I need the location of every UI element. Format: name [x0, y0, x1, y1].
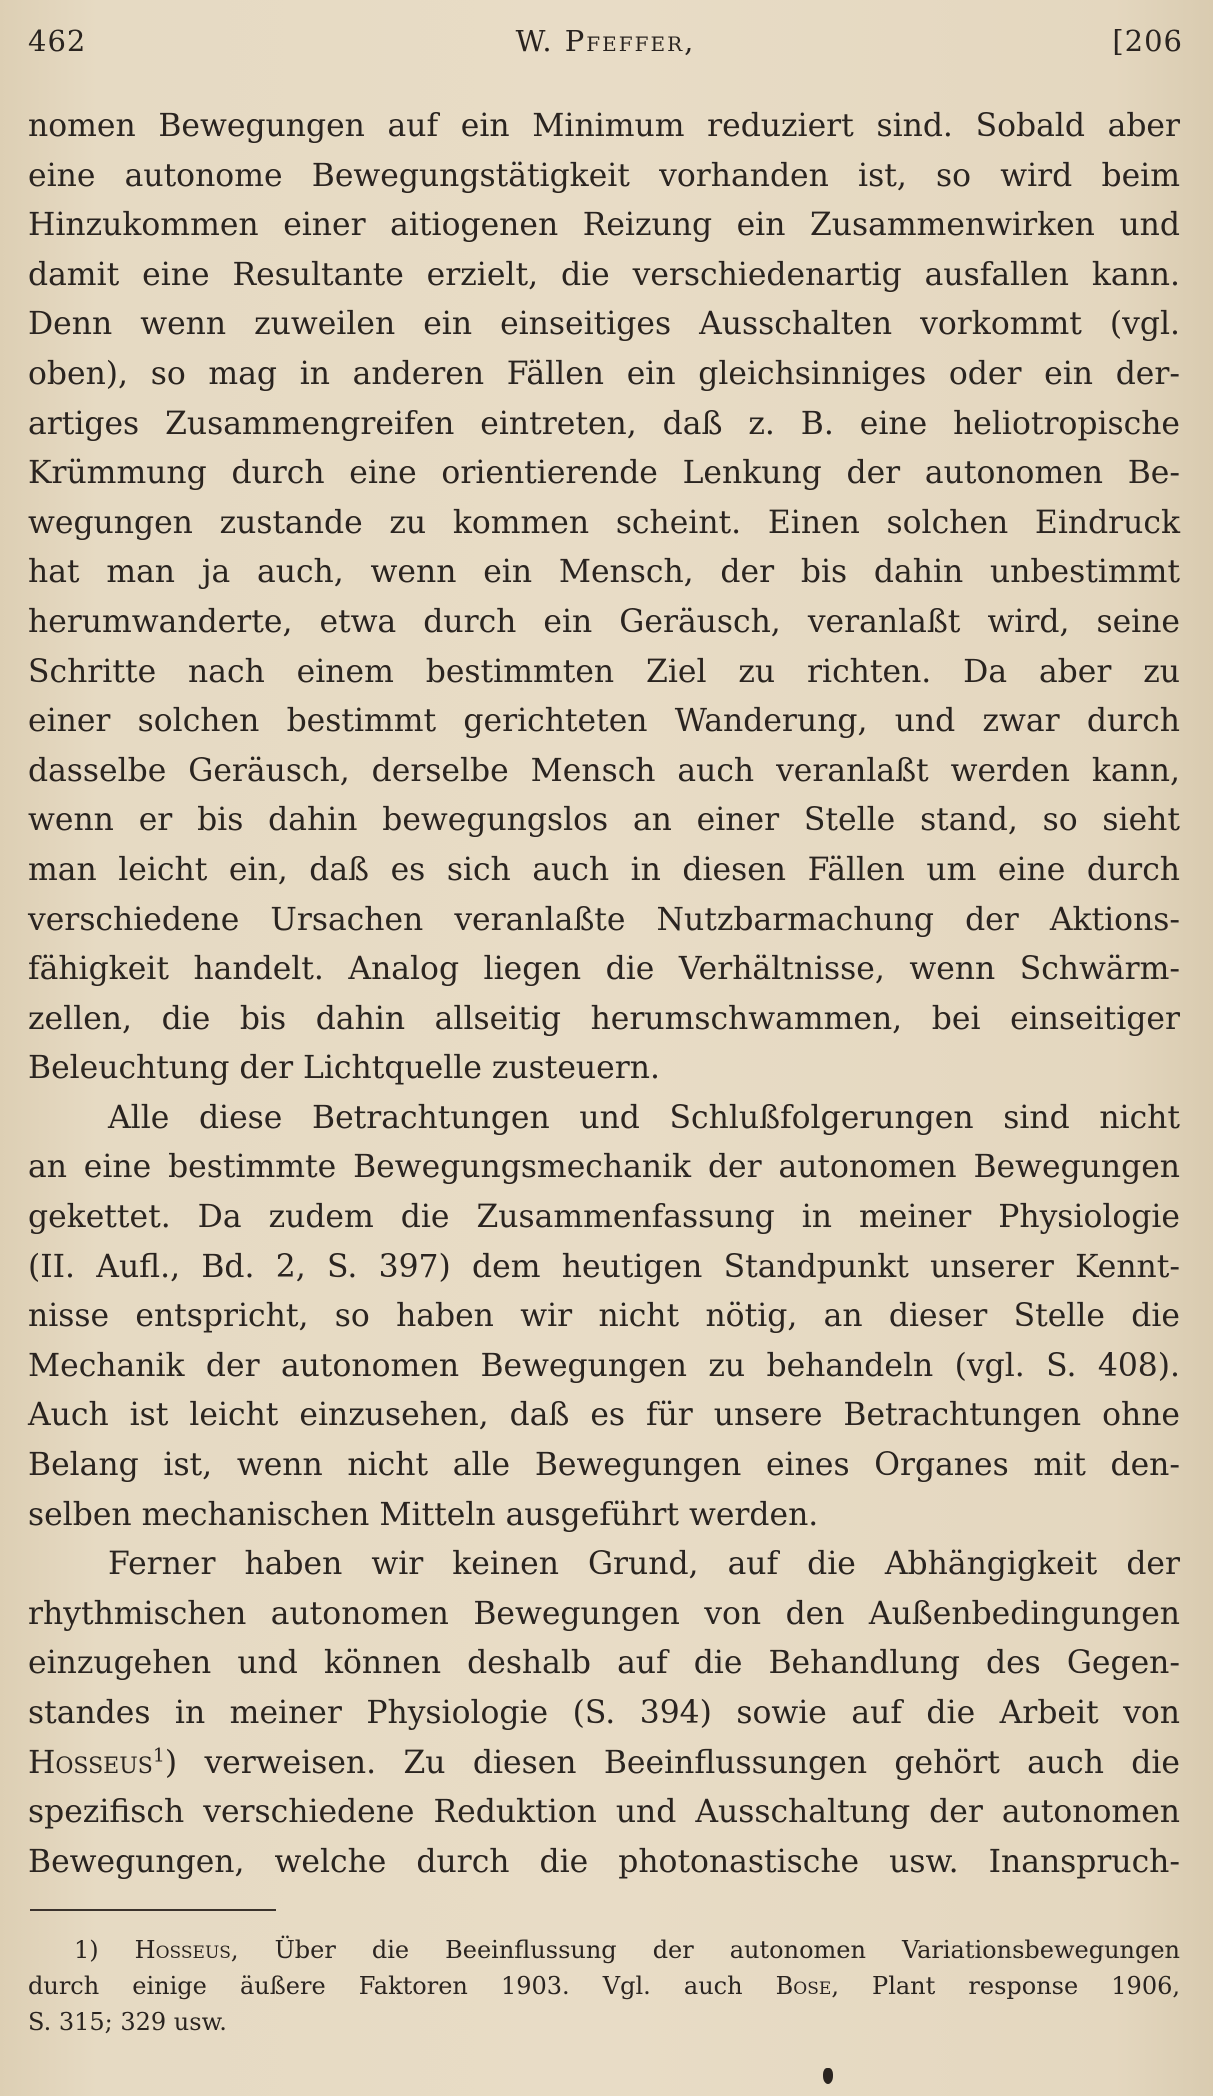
text-line: nomen Bewegungen auf ein Minimum reduziert sind. Sobald aber [28, 108, 1180, 144]
text-line: Hinzukommen einer aitiogenen Reizung ein Zusammenwirken und [28, 207, 1180, 244]
text-line: Alle diese Betrachtungen und Schlußfolgerungen sind nicht [108, 1099, 1180, 1136]
footnote [28, 1932, 1180, 2040]
page-header [28, 24, 1183, 64]
footnote-text: , Über die Beeinflussung der autonomen Variationsbewegungen [230, 1936, 1180, 1964]
footnote-text: durch einige äußere Faktoren 1903. Vgl. auch [28, 1972, 776, 2000]
ink-speck [823, 2068, 833, 2084]
text-line: spezifisch verschiedene Reduktion und Ausschaltung der autonomen [28, 1794, 1180, 1831]
text-line: (II. Aufl., Bd. 2, S. 397) dem heutigen Standpunkt unserer Kennt- [28, 1248, 1180, 1285]
text-line: man leicht ein, daß es sich auch in diesen Fällen um eine durch [28, 851, 1180, 888]
text-line: Denn wenn zuweilen ein einseitiges Ausschalten vorkommt (vgl. [28, 306, 1180, 343]
paragraph-2 [28, 1094, 1180, 1540]
author-name: Hosseus [28, 1744, 153, 1781]
paragraph-3 [28, 1540, 1180, 1887]
footnote-line [28, 1968, 1180, 2004]
text-line: Beleuchtung der Lichtquelle zusteuern. [28, 1050, 660, 1087]
text-line: verschiedene Ursachen veranlaßte Nutzbarmachung der Aktions- [28, 901, 1180, 938]
footnote-marker: 1) [74, 1936, 99, 1964]
text-line: gekettet. Da zudem die Zusammenfassung in meiner Physiologie [28, 1199, 1180, 1236]
footnote-ref[interactable]: 1 [152, 1745, 165, 1767]
text-line: Auch ist leicht einzusehen, daß es für unsere Betrachtungen ohne [28, 1397, 1180, 1434]
text-line: Ferner haben wir keinen Grund, auf die Abhängigkeit der [108, 1546, 1180, 1583]
text-line: einzugehen und können deshalb auf die Behandlung des Gegen- [28, 1645, 1180, 1682]
text-line: damit eine Resultante erzielt, die verschiedenartig ausfallen kann. [28, 256, 1180, 293]
text-line: zellen, die bis dahin allseitig herumschwammen, bei einseitiger [28, 1000, 1180, 1037]
text-line: Krümmung durch eine orientierende Lenkung der autonomen Be- [28, 455, 1180, 492]
text-run: ) verweisen. Zu diesen Beeinflussungen gehört auch die [164, 1744, 1180, 1781]
footnote-author: Bose [775, 1972, 832, 2000]
text-line: wenn er bis dahin bewegungslos an einer Stelle stand, so sieht [28, 802, 1180, 839]
text-line: nisse entspricht, so haben wir nicht nötig, an dieser Stelle die [28, 1298, 1180, 1335]
original-page-number: [206 [1112, 24, 1183, 58]
page-number: 462 [28, 24, 87, 58]
text-line: Bewegungen, welche durch die photonastische usw. Inanspruch- [28, 1843, 1180, 1880]
running-head: W. Pfeffer, [515, 24, 696, 58]
paragraph-1 [28, 102, 1180, 1094]
text-line: eine autonome Bewegungstätigkeit vorhanden ist, so wird beim [28, 157, 1180, 194]
text-line: wegungen zustande zu kommen scheint. Einen solchen Eindruck [28, 504, 1180, 541]
text-line: Belang ist, wenn nicht alle Bewegungen eines Organes mit den- [28, 1447, 1180, 1484]
text-line: Mechanik der autonomen Bewegungen zu behandeln (vgl. S. 408). [28, 1347, 1180, 1384]
footnote-line [28, 1932, 1180, 1968]
text-line: herumwanderte, etwa durch ein Geräusch, veranlaßt wird, seine [28, 603, 1180, 640]
text-line: selben mechanischen Mitteln ausgeführt werden. [28, 1496, 819, 1533]
footnote-author: Hosseus [134, 1936, 231, 1964]
text-line: Schritte nach einem bestimmten Ziel zu richten. Da aber zu [28, 653, 1180, 690]
footnote-text: , Plant response 1906, [831, 1972, 1180, 2000]
text-line: hat man ja auch, wenn ein Mensch, der bis dahin unbestimmt [28, 554, 1180, 591]
body-text [28, 102, 1180, 1887]
text-line-with-footnote-ref [28, 1739, 1180, 1789]
footnote-line: S. 315; 329 usw. [28, 2008, 227, 2036]
text-line: rhythmischen autonomen Bewegungen von den Außenbedingungen [28, 1595, 1180, 1632]
text-line: oben), so mag in anderen Fällen ein gleichsinniges oder ein der- [28, 355, 1180, 392]
text-line: standes in meiner Physiologie (S. 394) sowie auf die Arbeit von [28, 1695, 1180, 1731]
text-line: dasselbe Geräusch, derselbe Mensch auch veranlaßt werden kann, [28, 752, 1180, 789]
footnote-rule [30, 1909, 276, 1911]
text-line: fähigkeit handelt. Analog liegen die Verhältnisse, wenn Schwärm- [28, 951, 1180, 988]
text-line: artiges Zusammengreifen eintreten, daß z. B. eine heliotropische [28, 405, 1180, 442]
text-line: an eine bestimmte Bewegungsmechanik der autonomen Bewegungen [28, 1149, 1180, 1186]
text-line: einer solchen bestimmt gerichteten Wanderung, und zwar durch [28, 703, 1180, 740]
